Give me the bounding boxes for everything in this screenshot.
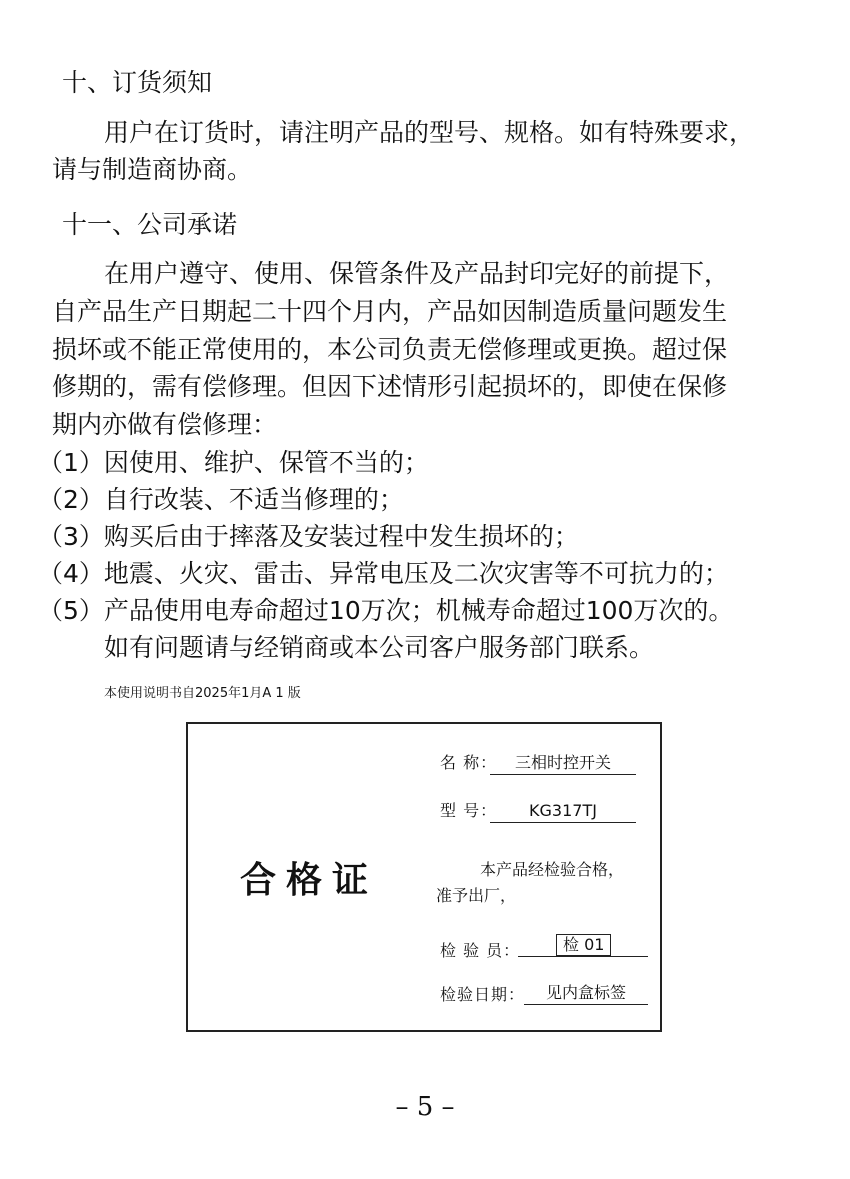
section-11-line-3: 损坏或不能正常使用的，本公司负责无偿修理或更换。超过保 xyxy=(52,335,728,364)
product-model-label: 型 号： xyxy=(440,801,498,820)
product-name-field xyxy=(440,752,611,774)
product-model-field xyxy=(440,800,597,822)
product-name-value: 三相时控开关 xyxy=(490,752,636,775)
product-name-label: 名 称： xyxy=(440,753,498,772)
inspector-stamp: 检 01 xyxy=(556,934,611,956)
page-number: – 5 – xyxy=(395,1092,455,1122)
section-11-heading: 十一、公司承诺 xyxy=(62,210,238,239)
inspector-value-wrapper xyxy=(518,934,648,957)
certificate-title: 合格证 xyxy=(240,860,379,901)
section-11-line-2: 自产品生产日期起二十四个月内，产品如因制造质量问题发生 xyxy=(52,297,728,326)
list-item: （4）地震、火灾、雷击、异常电压及二次灾害等不可抗力的； xyxy=(38,559,729,588)
inspection-date-value: 见内盒标签 xyxy=(524,982,648,1005)
section-11-line-5: 期内亦做有偿修理： xyxy=(52,410,278,439)
list-item: （5）产品使用电寿命超过10万次；机械寿命超过100万次的。 xyxy=(38,596,734,625)
inspection-note-line-1: 本产品经检验合格， xyxy=(480,860,625,879)
edition-note: 本使用说明书自2025年1月A 1 版 xyxy=(104,686,301,701)
inspection-date-field xyxy=(440,983,626,1006)
inspection-note-line-2: 准予出厂， xyxy=(436,886,517,905)
list-item: （2）自行改装、不适当修理的； xyxy=(38,485,404,514)
inspector-field xyxy=(440,935,605,962)
section-11-line-4: 修期的，需有偿修理。但因下述情形引起损坏的，即使在保修 xyxy=(52,372,728,401)
quality-certificate xyxy=(186,722,662,1032)
inspection-date-label: 检验日期： xyxy=(440,985,526,1004)
inspector-label: 检 验 员： xyxy=(440,941,521,960)
list-item: （1）因使用、维护、保管不当的； xyxy=(38,448,429,477)
product-model-value: KG317TJ xyxy=(490,800,636,823)
section-11-closing: 如有问题请与经销商或本公司客户服务部门联系。 xyxy=(104,633,655,662)
section-10-heading: 十、订货须知 xyxy=(62,68,213,97)
list-item: （3）购买后由于摔落及安装过程中发生损坏的； xyxy=(38,522,579,551)
section-10-line-1: 用户在订货时，请注明产品的型号、规格。如有特殊要求， xyxy=(104,118,755,147)
section-10-line-2: 请与制造商协商。 xyxy=(52,155,253,184)
section-11-line-1: 在用户遵守、使用、保管条件及产品封印完好的前提下， xyxy=(104,259,730,288)
